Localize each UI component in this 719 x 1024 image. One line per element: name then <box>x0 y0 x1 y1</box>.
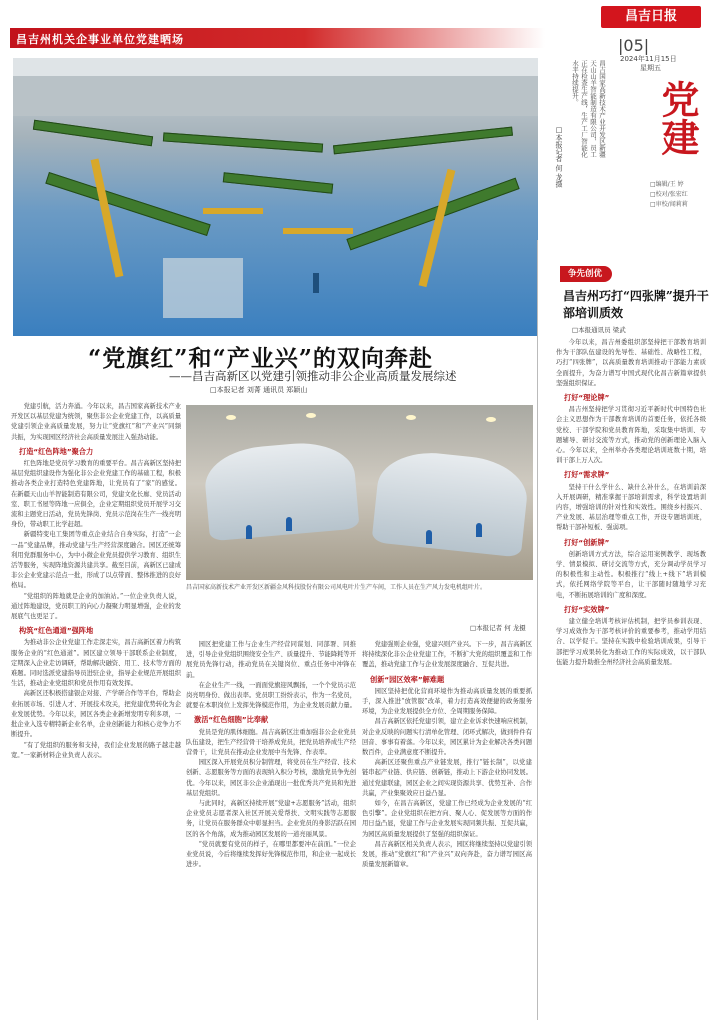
paragraph: “有了党组织的服务和支持，我们企业发展的路子越走越宽。”一家新材料企业负责人表示。 <box>11 741 181 759</box>
paragraph: “党组织的阵地就是企业的加油站。”一位企业负责人说，通过阵地建设，党员职工的向心力凝聚力明显增强，企业的发展底气也更足了。 <box>11 592 181 621</box>
blade-photo-credit: □本报记者 何 龙摄 <box>470 624 526 632</box>
reviewer-line: □审校/闻莉莉 <box>650 201 688 208</box>
article-headline: “党旗红”和“产业兴”的双向奔赴 <box>88 345 433 372</box>
paragraph: 昌吉高新区相关负责人表示，园区将继续坚持以党建引领发展，推动“党旗红”和“产业兴”双向奔赴，奋力谱写园区高质量发展新篇章。 <box>362 840 532 869</box>
subheading: 打造“红色阵地”聚合力 <box>19 446 94 456</box>
subheading: 打好“需求牌” <box>564 470 610 480</box>
section-title: 党建 <box>655 80 700 156</box>
article-column-2 <box>186 640 356 1017</box>
blade-photo-caption: 昌吉国家高新技术产业开发区新疆金风科技股份有限公司风电叶片生产车间，工作人员在生产风力发电机组叶片。 <box>186 584 487 591</box>
paragraph: 在企业生产一线，一面面党旗迎风飘扬，一个个党员示范岗亮明身份、做出表率。党员职工纷纷表示，作为一名党员，就要在本职岗位上发挥先锋模范作用，为企业发展贡献力量。 <box>186 681 356 710</box>
issue-date: 2024年11月15日 <box>620 55 677 63</box>
paragraph: 新疆特变电工集团等重点企业结合自身实际，打造“一企一品”党建品牌，推动党建与生产经营深度融合。园区还统筹利用党群服务中心，为中小微企业党员提供学习教育、组织生活等服务，实现阵地资源共建共享。截至目前，高新区已建成非公企业党建示范点一批，形成了以点带面、整体推进的良好格局。 <box>11 531 181 590</box>
proofreader-line: □校对/张宏红 <box>650 191 688 198</box>
column-tag: 昌吉州机关企事业单位党建晒场 <box>16 33 184 46</box>
editor-list <box>650 180 688 210</box>
issue-weekday: 星期五 <box>640 64 661 72</box>
paragraph: 园区坚持把优化营商环境作为推动高质量发展的重要抓手，深入推进“放管服”改革，着力打造高效便捷的政务服务环境，为企业发展提供全方位、全周期服务保障。 <box>362 687 532 716</box>
column-banner <box>10 28 545 48</box>
main-photo-factory <box>13 58 538 336</box>
blade-workshop-photo <box>186 405 533 580</box>
paragraph: 与此同时，高新区持续开展“党建+志愿服务”活动，组织企业党员志愿者深入社区开展关爱帮扶、文明实践等志愿服务，让党员在服务群众中彰显担当。企业党员的身影活跃在园区的各个角落，成为推动园区发展的一道亮丽风景。 <box>186 800 356 838</box>
subheading: 激活“红色细胞”比奉献 <box>194 715 269 725</box>
article-byline: □本报记者 刘菁 通讯员 郑颖山 <box>210 386 308 394</box>
subheading: 创新“园区效率”解难题 <box>370 674 445 684</box>
article-column-3 <box>362 640 532 1017</box>
paper-name: 昌吉日报 <box>601 6 701 28</box>
sidebar-tag: 争先创优 <box>560 266 612 282</box>
page-number: |05| <box>618 36 650 55</box>
paragraph: 昌吉高新区依托党建引领，建立企业诉求快速响应机制，对企业反映的问题实行清单化管理、闭环式解决，做到件件有回音、事事有着落。今年以来，园区累计为企业解决各类问题数百件，企业满意度不断提升。 <box>362 718 532 757</box>
paragraph: 园区把党建工作与企业生产经营同谋划、同部署、同推进，引导企业党组织围绕安全生产、质量提升、节能降耗等开展党员先锋行动，推动党员在关键岗位、重点任务中冲锋在前。 <box>186 641 356 679</box>
sidebar-body <box>556 338 706 1018</box>
paragraph: 建立健全培训考核评估机制，把学员参训表现、学习成效作为干部考核评价的重要参考，推动学用结合、以学促干。坚持在实践中检验培训成果，引导干部把学习成果转化为推动工作的实际成效，以干部队伍能力提升助推全州经济社会高质量发展。 <box>556 618 706 666</box>
paragraph: “党员就要有党员的样子，在哪里都要冲在前面。”一位企业党员说，今后将继续发挥好先锋模范作用，和企业一起成长进步。 <box>186 840 356 869</box>
paragraph: 今年以来，昌吉州委组织部坚持把干部教育培训作为干部队伍建设的先导性、基础性、战略性工程，巧打“四张牌”，以高质量教育培训推动干部能力素质全面提升，为奋力谱写中国式现代化昌吉新篇章提供坚强组织保证。 <box>556 339 706 387</box>
editor-line: □编辑/王 婷 <box>650 181 684 188</box>
subheading: 打好“理论牌” <box>564 393 610 403</box>
paragraph: 创新培训方式方法，综合运用案例教学、现场教学、情景模拟、研讨交流等方式，充分调动学员学习的积极性和主动性。积极推行“线上+线下”培训模式，依托网络学院等平台，让干部随时随地学习充电，不断拓展培训的广度和深度。 <box>556 550 706 599</box>
paragraph: 高新区还聚焦重点产业链发展，推行“链长制”，以党建链串起产业链、供应链、创新链，推动上下游企业协同发展。通过党建联建，园区企业之间实现资源共享、优势互补、合作共赢，产业集聚效应日益凸显。 <box>362 759 532 797</box>
main-photo-caption: 昌吉国家高新技术产业开发区新疆天山山羊智能制造有限公司，员工正在检查生产线，生产工厂智能化水平持续提升。 <box>571 60 606 158</box>
paragraph: 坚持干什么学什么、缺什么补什么，在培训前深入开展调研，精准掌握干部培训需求，科学设置培训内容，增强培训的针对性和实效性。围绕乡村振兴、产业发展、基层治理等重点工作，开设专题培训班，帮助干部补短板、强弱项。 <box>556 483 706 532</box>
paragraph: 党建引航，活力奔涌。今年以来，昌吉国家高新技术产业开发区以基层党建为统领，聚焦非公企业党建工作，以高质量党建引领企业高质量发展，努力让“党旗红”和“产业兴”同频共振，为实现园区经济社会高质量发展注入强劲动能。 <box>11 403 181 441</box>
article-column-1 <box>11 402 181 1017</box>
paragraph: 党员是党的肌体细胞。昌吉高新区注重加强非公企业党员队伍建设，把生产经营骨干培养成党员，把党员培养成生产经营骨干，让党员在推动企业发展中当先锋、作表率。 <box>186 728 356 757</box>
sidebar-byline: □本报通讯员 梁武 <box>572 326 626 334</box>
paragraph: 红色阵地是党员学习教育的重要平台。昌吉高新区坚持把基层党组织建设作为强化非公企业党建工作的基础工程，积极推动各类企业打造特色党建阵地，让党员有了“家”的感觉。在新疆天山山羊智能制造有限公司，党建文化长廊、党员活动室、职工书屋等阵地一应俱全，企业定期组织党员开展学习交流和主题党日活动，党员先锋岗、党员示范岗在生产一线亮明身份，带动职工比学赶超。 <box>11 460 181 529</box>
subheading: 构筑“红色通道”强阵地 <box>19 626 94 636</box>
paragraph: 昌吉州坚持把学习贯彻习近平新时代中国特色社会主义思想作为干部教育培训的首要任务，依托各级党校、干部学院和党员教育阵地，采取集中培训、专题辅导、研讨交流等方式，推动党的创新理论入脑入心。今年以来，全州举办各类理论培训班数十期，培训干部上万人次。 <box>556 406 706 465</box>
paragraph: 党建强则企业强，党建兴则产业兴。下一步，昌吉高新区将持续深化非公企业党建工作，不断扩大党的组织覆盖和工作覆盖，推动党建工作与企业发展深度融合、互促共进。 <box>362 641 532 669</box>
paragraph: 为推动非公企业党建工作走深走实，昌吉高新区着力构筑服务企业的“红色通道”。园区建立领导干部联系企业制度，定期深入企业走访调研，帮助解决融资、用工、技术等方面的难题。同时选派党建指导员进驻企业，指导企业规范开展组织生活，推动企业党组织和党员作用有效发挥。 <box>11 639 181 688</box>
subheading: 打好“创新牌” <box>564 537 610 547</box>
paragraph: 高新区还积极搭建银企对接、产学研合作等平台，帮助企业拓展市场、引进人才、开展技术攻关，把党建优势转化为企业发展优势。今年以来，园区各类企业新增发明专利多项，一批企业入选专精特新企业名单，企业创新能力和核心竞争力不断提升。 <box>11 690 181 739</box>
article-subhead: ——昌吉高新区以党建引领推动非公企业高质量发展综述 <box>169 369 457 383</box>
sidebar-title: 昌吉州巧打“四张牌”提升干部培训质效 <box>563 289 709 320</box>
column-divider <box>537 240 538 1020</box>
subheading: 打好“实效牌” <box>564 604 610 614</box>
paragraph: 园区深入开展党员积分制管理，将党员在生产经营、技术创新、志愿服务等方面的表现纳入积分考核，激励党员争先创优。今年以来，园区非公企业涌现出一批优秀共产党员和先进基层党组织。 <box>186 759 356 797</box>
main-photo-credit: □本报记者 何 龙摄 <box>555 126 563 188</box>
paragraph: 如今，在昌吉高新区，党建工作已经成为企业发展的“红色引擎”。企业党组织在把方向、聚人心、促发展等方面的作用日益凸显，党建工作与企业发展实现同频共振、互促共赢，为园区高质量发展提供了坚强的组织保证。 <box>362 800 532 838</box>
